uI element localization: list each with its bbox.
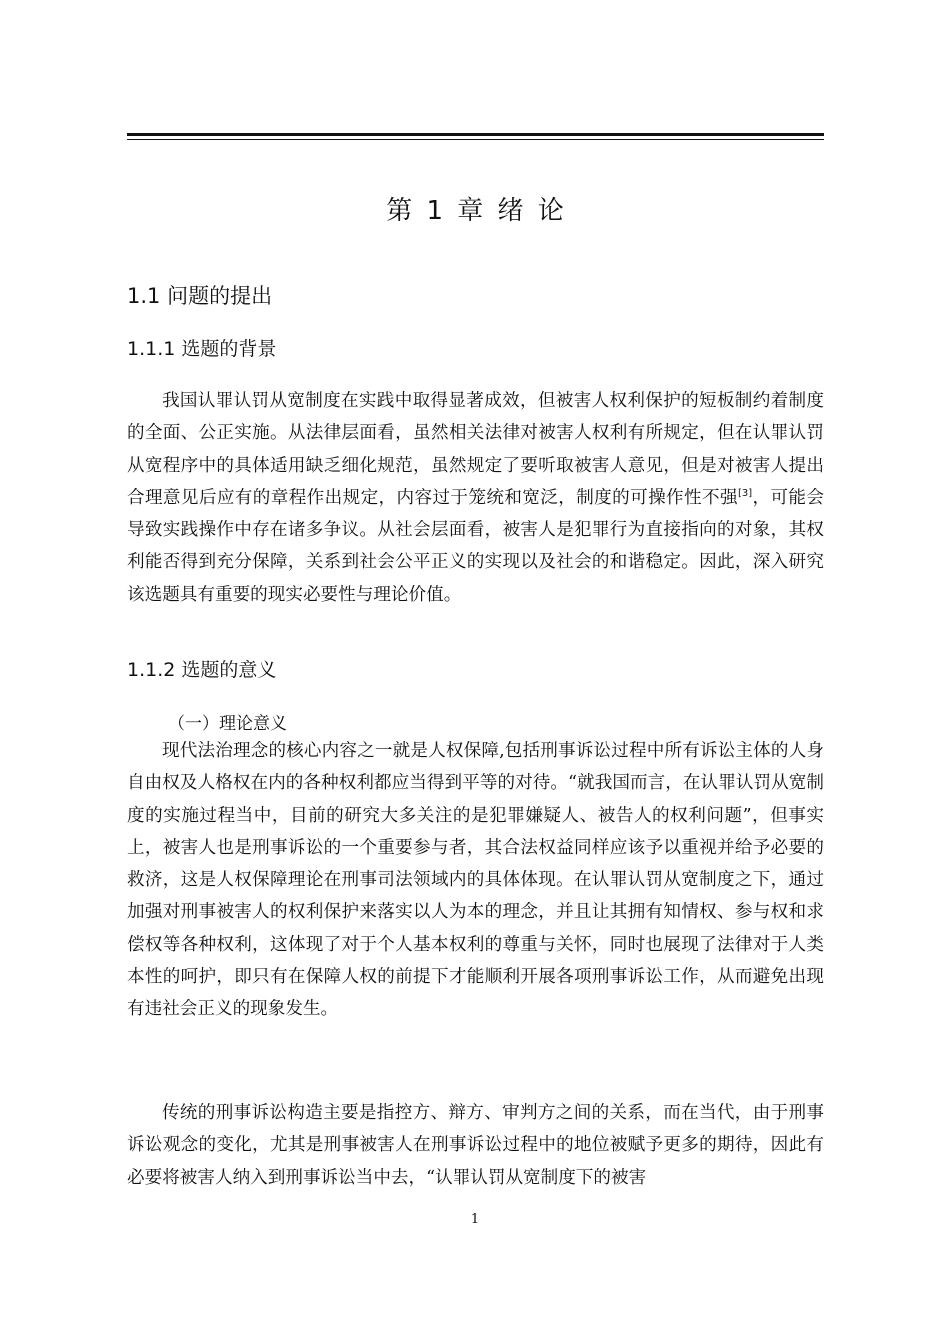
citation-reference: [3]	[737, 488, 753, 500]
page-number: 1	[470, 1212, 480, 1227]
theory-paragraph: 现代法治理念的核心内容之一就是人权保障,包括刑事诉讼过程中所有诉讼主体的人身自由权及人格权在内的各种权利都应当得到平等的对待。“就我国而言，在认罪认罚从宽制度的实施过程当中，目前的研究大多关注的是犯罪嫌疑人、被告人的权利问题”，但事实上，被害人也是刑事诉讼的一个重要参与者，其合法权益同样应该予以重视并给予必要的救济，这是人权保障理论在刑事司法领域内的具体体现。在认罪认罚从宽制度之下，通过加强对刑事被害人的权利保护来落实以人为本的理念，并且让其拥有知情权、参与权和求偿权等各种权利，这体现了对于个人基本权利的尊重与关怀，同时也展现了法律对于人类本性的呵护，即只有在保障人权的前提下才能顺利开展各项刑事诉讼工作，从而避免出现有违社会正义的现象发生。	[127, 741, 824, 1020]
structure-paragraph: 传统的刑事诉讼构造主要是指控方、辩方、审判方之间的关系，而在当代，由于刑事诉讼观念的变化，尤其是刑事被害人在刑事诉讼过程中的地位被赋予更多的期待，因此有必要将被害人纳入到刑事诉讼当中去，“认罪认罚从宽制度下的被害	[127, 1103, 824, 1188]
background-text-part-1: 我国认罪认罚从宽制度在实践中取得显著成效，但被害人权利保护的短板制约着制度的全面、公正实施。从法律层面看，虽然相关法律对被害人权利有所规定，但在认罪认罚从宽程序中的具体适用缺乏细化规范，虽然规定了要听取被害人意见，但是对被害人提出合理意见后应有的章程作出规定，内容过于笼统和宽泛，制度的可操作性不强	[127, 391, 824, 508]
header-rule-thick	[127, 133, 824, 136]
section-heading: 1.1 问题的提出	[127, 284, 273, 308]
background-paragraph	[127, 385, 824, 611]
background-text-part-2: ，可能会导致实践操作中存在诸多争议。从社会层面看，被害人是犯罪行为直接指向的对象，其权利能否得到充分保障，关系到社会公平正义的实现以及社会的和谐稳定。因此，深入研究该选题具有重要的现实必要性与理论价值。	[127, 487, 824, 605]
theory-significance-subheading: （一）理论意义	[168, 714, 287, 734]
subsection-heading-background: 1.1.1 选题的背景	[127, 338, 277, 360]
chapter-title: 第 1 章 绪 论	[386, 196, 565, 226]
subsection-heading-significance: 1.1.2 选题的意义	[127, 659, 277, 681]
header-rule-thin	[127, 139, 824, 140]
